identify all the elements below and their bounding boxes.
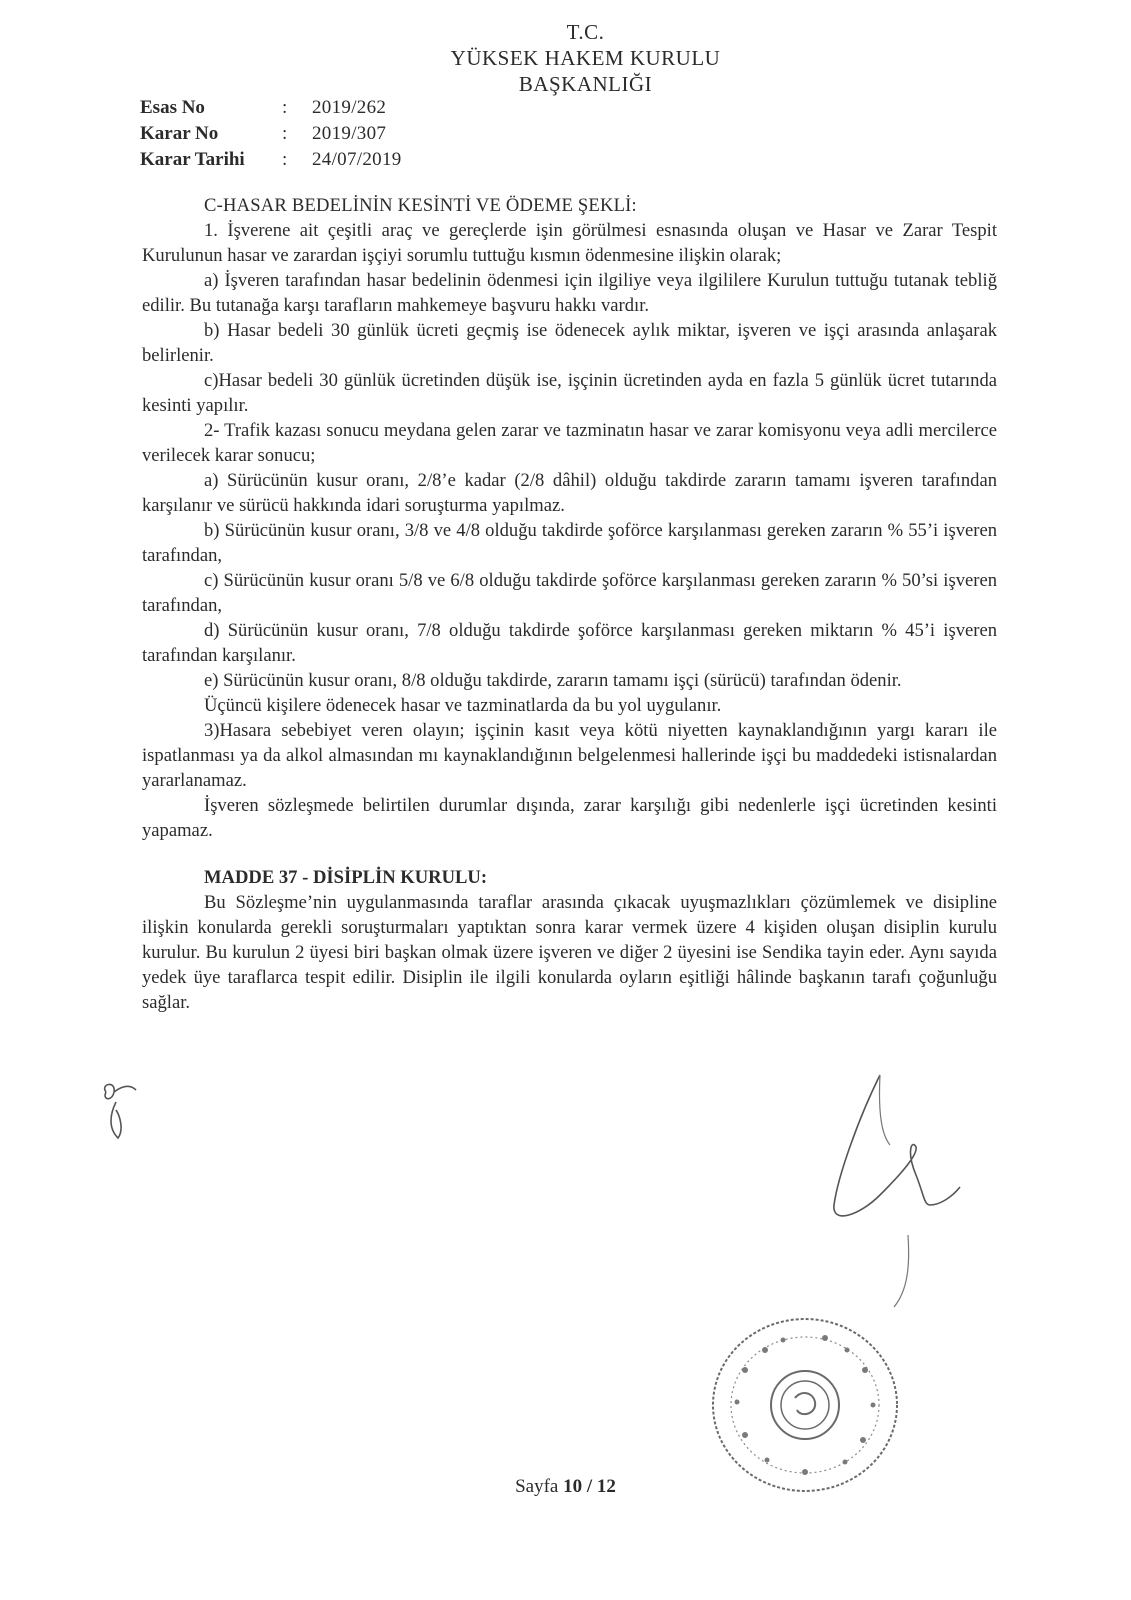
meta-row-esas bbox=[140, 95, 402, 121]
meta-label: Esas No bbox=[140, 97, 205, 118]
meta-row-karar bbox=[140, 121, 402, 147]
paragraph: a) Sürücünün kusur oranı, 2/8’e kadar (2/8 dâhil) olduğu takdirde zararın tamamı işveren tarafından karşılanır ve sürücü hakkında idari soruşturma yapılmaz. bbox=[142, 470, 997, 516]
meta-value: 2019/307 bbox=[312, 123, 387, 144]
paragraph: b) Sürücünün kusur oranı, 3/8 ve 4/8 olduğu takdirde şoförce karşılanması gereken zararın % 55’i işveren tarafından, bbox=[142, 520, 997, 566]
header-institution: YÜKSEK HAKEM KURULU bbox=[450, 46, 721, 70]
meta-colon: : bbox=[282, 97, 288, 118]
paragraph: 2- Trafik kazası sonucu meydana gelen zarar ve tazminatın hasar ve zarar komisyonu veya adli mercilerce verilecek karar sonucu; bbox=[142, 420, 997, 466]
official-stamp bbox=[705, 1310, 905, 1500]
paragraph: a) İşveren tarafından hasar bedelinin ödenmesi için ilgiliye veya ilgililere Kurulun tuttuğu tutanak tebliğ edilir. Bu tutanağa karşı tarafların mahkemeye başvuru hakkı vardır. bbox=[142, 270, 997, 316]
meta-colon: : bbox=[282, 149, 288, 170]
meta-label: Karar No bbox=[140, 123, 219, 144]
paragraph: e) Sürücünün kusur oranı, 8/8 olduğu takdirde, zararın tamamı işçi (sürücü) tarafından ödenir. bbox=[204, 670, 902, 691]
meta-row-tarih bbox=[140, 147, 402, 173]
paragraph: b) Hasar bedeli 30 günlük ücreti geçmiş ise ödenecek aylık miktar, işveren ve işçi arasında anlaşarak belirlenir. bbox=[142, 320, 997, 366]
madde-37-title: MADDE 37 - DİSİPLİN KURULU: bbox=[204, 867, 488, 888]
paragraph: İşveren sözleşmede belirtilen durumlar dışında, zarar karşılığı gibi nedenlerle işçi ücretinden kesinti yapamaz. bbox=[142, 795, 997, 841]
meta-value: 24/07/2019 bbox=[312, 149, 402, 170]
header-tc: T.C. bbox=[566, 20, 605, 44]
page-footer bbox=[0, 1476, 1131, 1498]
meta-value: 2019/262 bbox=[312, 97, 387, 118]
page-number: 10 / 12 bbox=[563, 1476, 616, 1497]
case-metadata bbox=[140, 95, 402, 173]
paragraph: d) Sürücünün kusur oranı, 7/8 olduğu takdirde şoförce karşılanması gereken miktarın % 45’i işveren tarafından karşılanır. bbox=[142, 620, 997, 666]
initials-signature-left bbox=[96, 1080, 156, 1150]
paragraph: Üçüncü kişilere ödenecek hasar ve tazminatlarda da bu yol uygulanır. bbox=[204, 695, 722, 716]
signature-right bbox=[820, 1055, 970, 1315]
paragraph: c)Hasar bedeli 30 günlük ücretinden düşük ise, işçinin ücretinden ayda en fazla 5 günlük ücret tutarında kesinti yapılır. bbox=[142, 370, 997, 416]
paragraph: Bu Sözleşme’nin uygulanmasında taraflar arasında çıkacak uyuşmazlıkları çözümlemek ve disipline ilişkin konularda gerekli soruşturmaları yaptıktan sonra karar vermek üzere 4 kişiden oluşan disiplin kurulu kurulur. Bu kurulun 2 üyesi biri başkan olmak üzere işveren ve diğer 2 üyesini ise Sendika tayin eder. Aynı sayıda yedek üye taraflarca tespit edilir. Disiplin ile ilgili konularda oyların eşitliği hâlinde başkanın tarafı çoğunluğu sağlar. bbox=[142, 892, 997, 1013]
paragraph: c) Sürücünün kusur oranı 5/8 ve 6/8 olduğu takdirde şoförce karşılanması gereken zararın % 50’si işveren tarafından, bbox=[142, 570, 997, 616]
meta-label: Karar Tarihi bbox=[140, 149, 245, 170]
meta-colon: : bbox=[282, 123, 288, 144]
document-body bbox=[142, 193, 997, 1015]
footer-prefix: Sayfa bbox=[515, 1476, 559, 1497]
paragraph: 3)Hasara sebebiyet veren olayın; işçinin kasıt veya kötü niyetten kaynaklandığının yargı kararı ile ispatlanması ya da alkol almasından mı kaynaklandığının belgelenmesi hallerinde işçi bu maddedeki istisnalardan yararlanamaz. bbox=[142, 720, 997, 791]
section-c-title: C-HASAR BEDELİNİN KESİNTİ VE ÖDEME ŞEKLİ: bbox=[204, 195, 637, 216]
paragraph: 1. İşverene ait çeşitli araç ve gereçlerde işin görülmesi esnasında oluşan ve Hasar ve Zarar Tespit Kurulunun hasar ve zarardan işçiyi sorumlu tuttuğu kısmın ödenmesine ilişkin olarak; bbox=[142, 220, 997, 266]
header-presidency: BAŞKANLIĞI bbox=[518, 72, 653, 96]
